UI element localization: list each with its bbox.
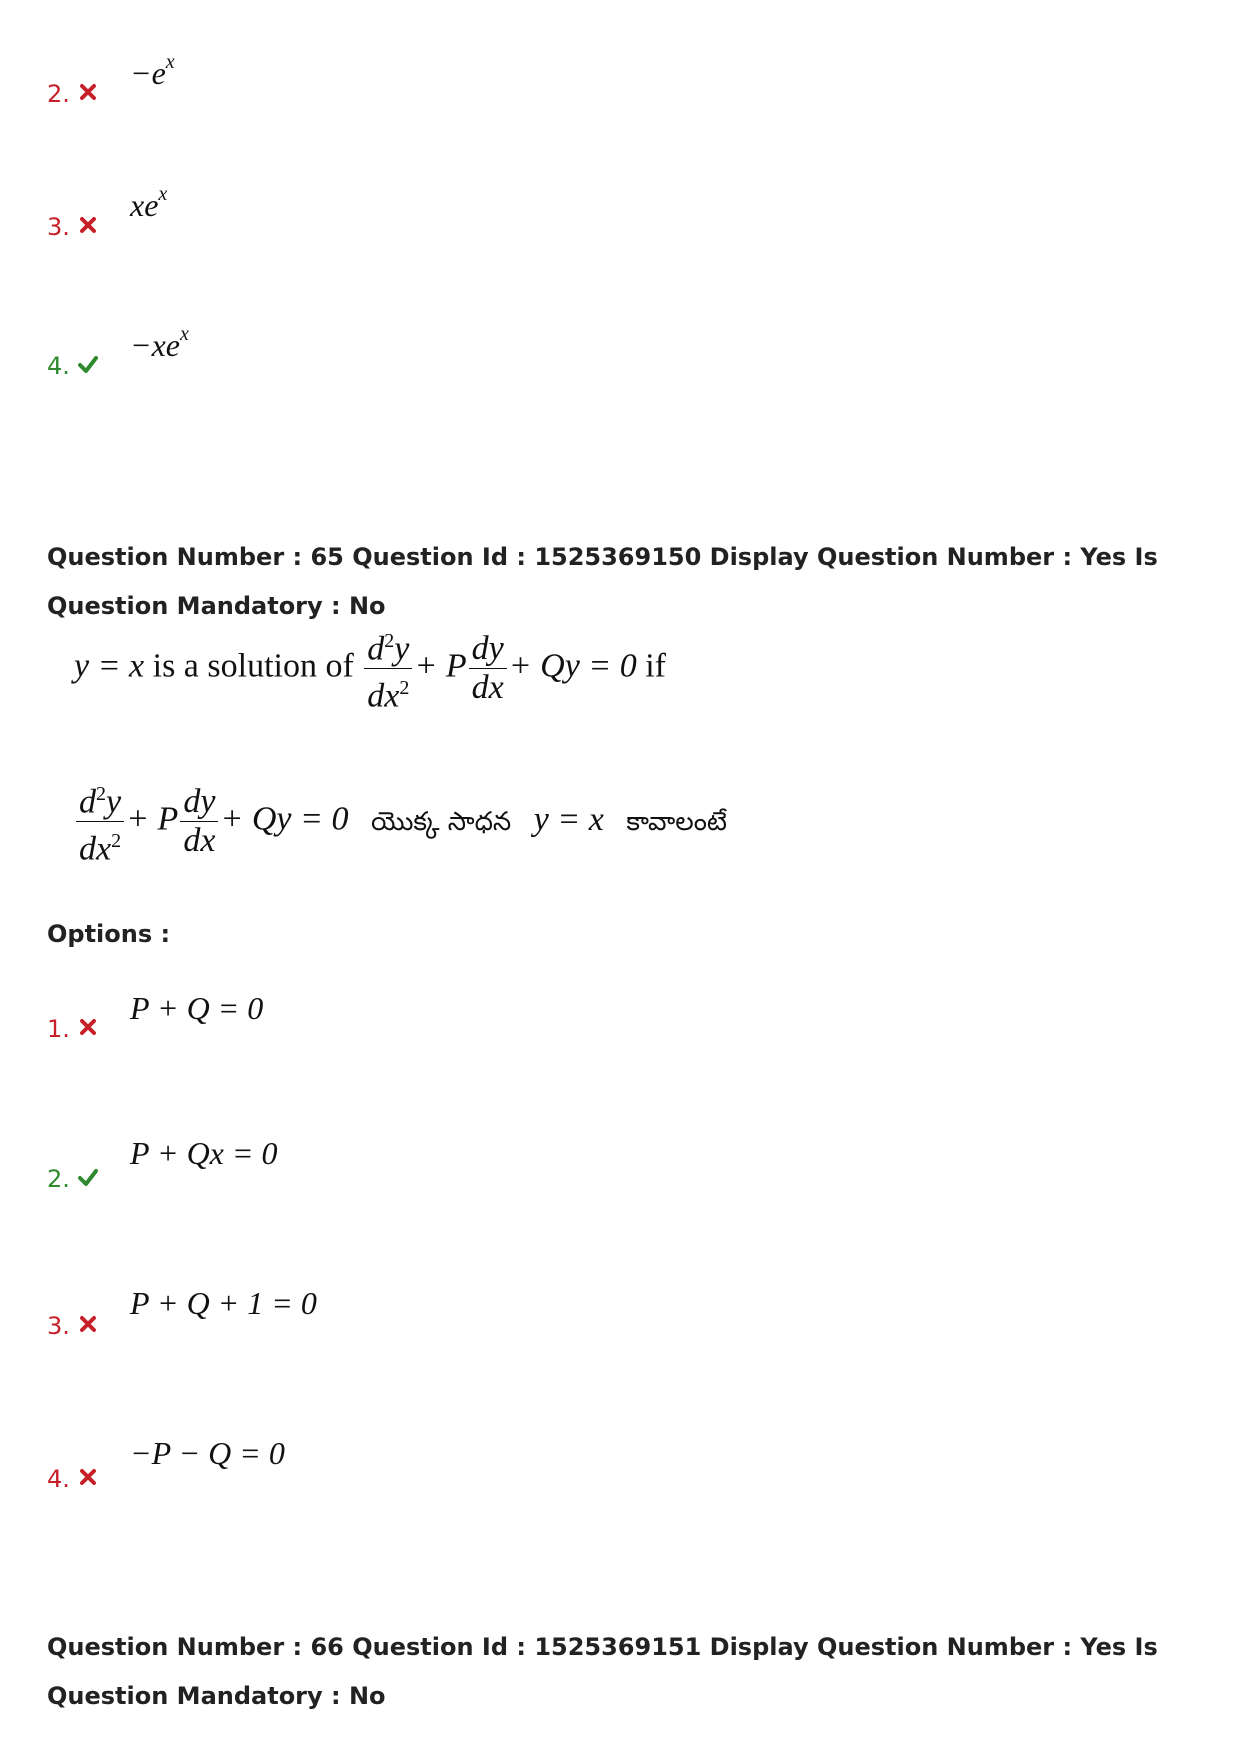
option-formula: $-xe^x$	[130, 323, 189, 363]
cross-icon	[78, 1017, 98, 1037]
option-item	[0, 51, 1240, 135]
option-item	[0, 1435, 1240, 1515]
cross-icon	[78, 1467, 98, 1487]
option-number: 4.	[47, 352, 70, 380]
cross-icon	[78, 82, 98, 102]
option-formula: −P − Q = 0	[130, 1435, 285, 1471]
option-item	[0, 185, 1240, 265]
option-formula: $xe^x$	[130, 183, 168, 223]
check-icon	[78, 1167, 98, 1187]
cross-icon	[78, 1314, 98, 1334]
question-stem-telugu: $\frac{d^2y}{dx^2}$ + P $\frac{dy}{dx}$ + Qy = 0 యొక్క సాధన y = x కావాలంటే	[74, 775, 727, 869]
option-number: 3.	[47, 213, 70, 241]
option-formula: P + Q = 0	[130, 990, 264, 1026]
option-formula: P + Q + 1 = 0	[130, 1285, 317, 1321]
option-number: 2.	[47, 80, 70, 108]
cross-icon	[78, 215, 98, 235]
option-number: 2.	[47, 1165, 70, 1193]
option-formula: P + Qx = 0	[130, 1135, 278, 1171]
question-header: Question Number : 66 Question Id : 1525369151 Display Question Number : Yes Is Question Mandatory : No	[47, 1633, 1158, 1710]
options-label: Options :	[47, 920, 171, 948]
option-item	[0, 1285, 1240, 1365]
option-item	[0, 1135, 1240, 1215]
option-item	[0, 990, 1240, 1070]
option-number: 4.	[47, 1465, 70, 1493]
option-number: 1.	[47, 1015, 70, 1043]
question-stem-english: y = x is a solution of $\frac{d^2y}{dx^2}$ + P $\frac{dy}{dx}$ + Qy = 0 if	[74, 622, 666, 716]
check-icon	[78, 354, 98, 374]
question-header: Question Number : 65 Question Id : 1525369150 Display Question Number : Yes Is Question Mandatory : No	[47, 543, 1158, 620]
option-formula: $-e^x$	[130, 51, 175, 91]
option-number: 3.	[47, 1312, 70, 1340]
option-item	[0, 325, 1240, 405]
